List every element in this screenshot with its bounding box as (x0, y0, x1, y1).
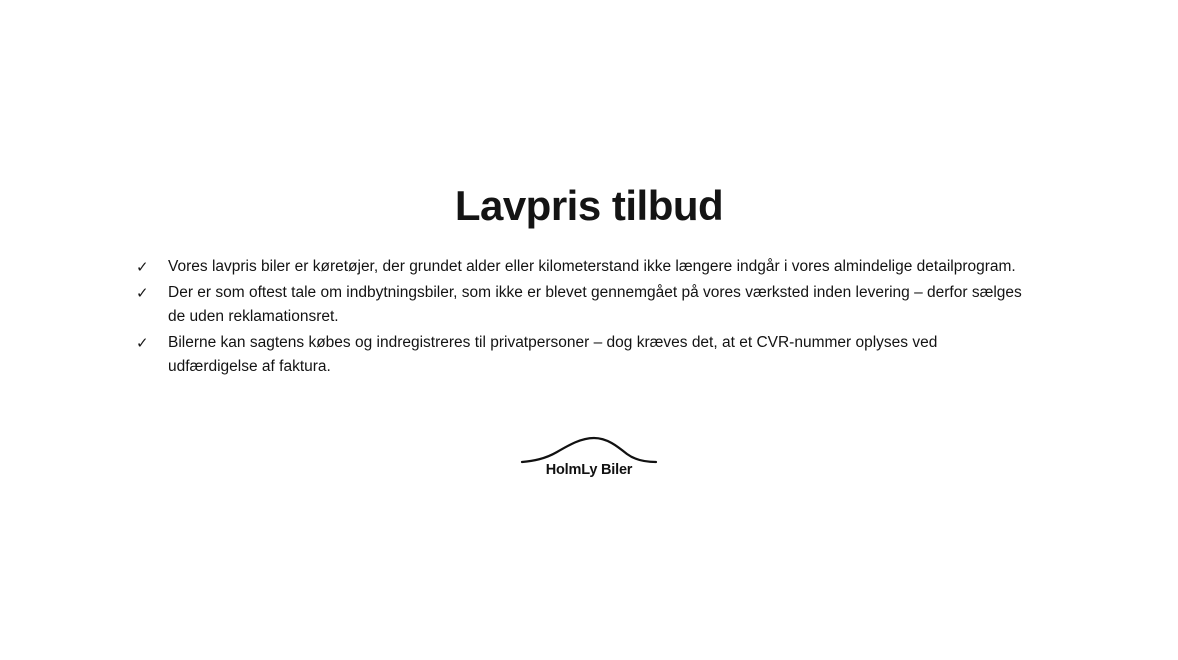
checkmark-icon: ✓ (136, 283, 149, 302)
logo-text: HolmLy Biler (545, 462, 633, 478)
list-item (136, 255, 1036, 280)
list-item (136, 331, 1036, 380)
list-item-text: Der er som oftest tale om indbytningsbiler, som ikke er blevet gennemgået på vores værksted inden levering – derfor sælges de uden reklamationsret. (168, 283, 1022, 325)
list-item-text: Bilerne kan sagtens købes og indregistreres til privatpersoner – dog kræves det, at et CVR-nummer oplyses ved udfærdigelse af faktura. (168, 333, 938, 375)
list-item (136, 281, 1036, 330)
logo (0, 428, 1178, 480)
bullet-list (136, 255, 1036, 381)
logo-mark (519, 428, 659, 480)
checkmark-icon: ✓ (136, 258, 149, 276)
page-title: Lavpris tilbud (454, 182, 724, 229)
list-item-text: Vores lavpris biler er køretøjer, der grundet alder eller kilometerstand ikke længere indgår i vores almindelige detailprogram. (168, 258, 1016, 275)
checkmark-icon: ✓ (136, 333, 149, 352)
